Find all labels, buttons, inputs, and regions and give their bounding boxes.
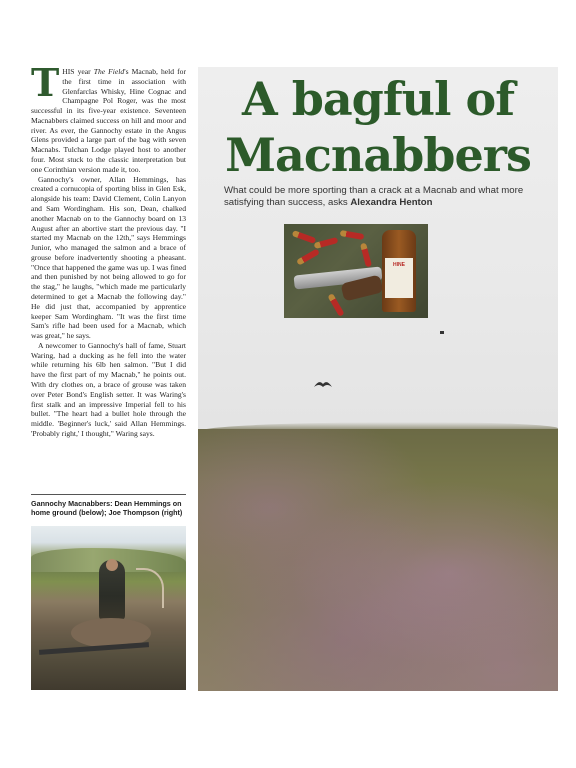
hunter-stag-photo [31, 526, 186, 690]
headline [198, 71, 558, 183]
distant-bird-icon [440, 331, 444, 334]
flying-bird-icon [314, 379, 332, 389]
cartridge [296, 248, 320, 265]
headline-line-1: A bagful of [241, 72, 515, 126]
publication-name: The Field [93, 67, 125, 76]
cartridge [340, 230, 365, 240]
paragraph-3: A newcomer to Gannochy's hall of fame, Stuart Waring, had a ducking as he fell into the water while returning his 6lb hen salmon. "But I did have the first part of my Macnab," he points out. With dry clothes on, a brace of grouse was taken over Peter Bond's English setter. It was Waring's first stalk and an impressive Imperial fell to his bullet. "The heart had a bullet hole through the middle. 'Beginner's luck,' said Allan Hemmings. 'Probably right,' I thought," Waring says. [31, 340, 186, 438]
cartridge [292, 230, 317, 244]
cognac-cartridges-photo [284, 224, 428, 318]
photo-caption: Gannochy Macnabbers: Dean Hemmings on home ground (below); Joe Thompson (right) [31, 494, 186, 517]
byline: Alexandra Henton [350, 197, 433, 209]
photo-person-head [106, 559, 118, 571]
cartridge [360, 243, 372, 268]
bottle-label-text: HINE [393, 262, 405, 268]
lead-start: HIS year [62, 67, 94, 76]
headline-line-2: Macnabbers [225, 128, 531, 182]
standfirst-text: What could be more sporting than a crack at a Macnab and what more satisfying than success, asks [224, 185, 524, 209]
hero-image [198, 67, 558, 691]
stag-antler [136, 568, 164, 608]
cartridge [327, 293, 344, 317]
lead-text: 's Macnab, held for the first time in association with Glenfarclas Whisky, Hine Cognac and Champagne Pol Roger, was the most successful in its five-year existence. Seventeen Macnabbers claimed success on hill and moor and river. As ever, the Gannochy estate in the Angus Glens provided a large part of the bag with seven Macnabs. Tulchan Lodge played host to another four. Most stuck to the classic interpretation but one Corinthian version made it, too. [31, 67, 186, 174]
standfirst [224, 185, 544, 210]
paragraph-2: Gannochy's owner, Allan Hemmings, has created a cornucopia of sporting bliss in Glen Esk, alongside his team: David Clement, Colin Lanyon and Sam Wordingham. His son, Dean, chalked another Macnab on to the Gannochy board on 13 August after an abortive start the previous day. "I started my Macnab on the 12th," says Hemmings Junior, who managed the salmon and a brace of grouse before inadvertently shooting a pheasant. "Once that happened the game was up. I was fined and then punished by not being allowed to go for the stag," he laughs, "which made me particularly determined to get a Macnab the following day." He did just that, accompanied by apprentice keeper Sam Wordingham. "It was the first time Sam's rifle had been used for a Macnab, which was great," he says. [31, 174, 186, 341]
heather-moor [198, 429, 558, 691]
lead-paragraph [31, 60, 186, 175]
cartridge [314, 237, 339, 249]
article-body [31, 60, 186, 439]
drop-cap: T [31, 60, 60, 105]
